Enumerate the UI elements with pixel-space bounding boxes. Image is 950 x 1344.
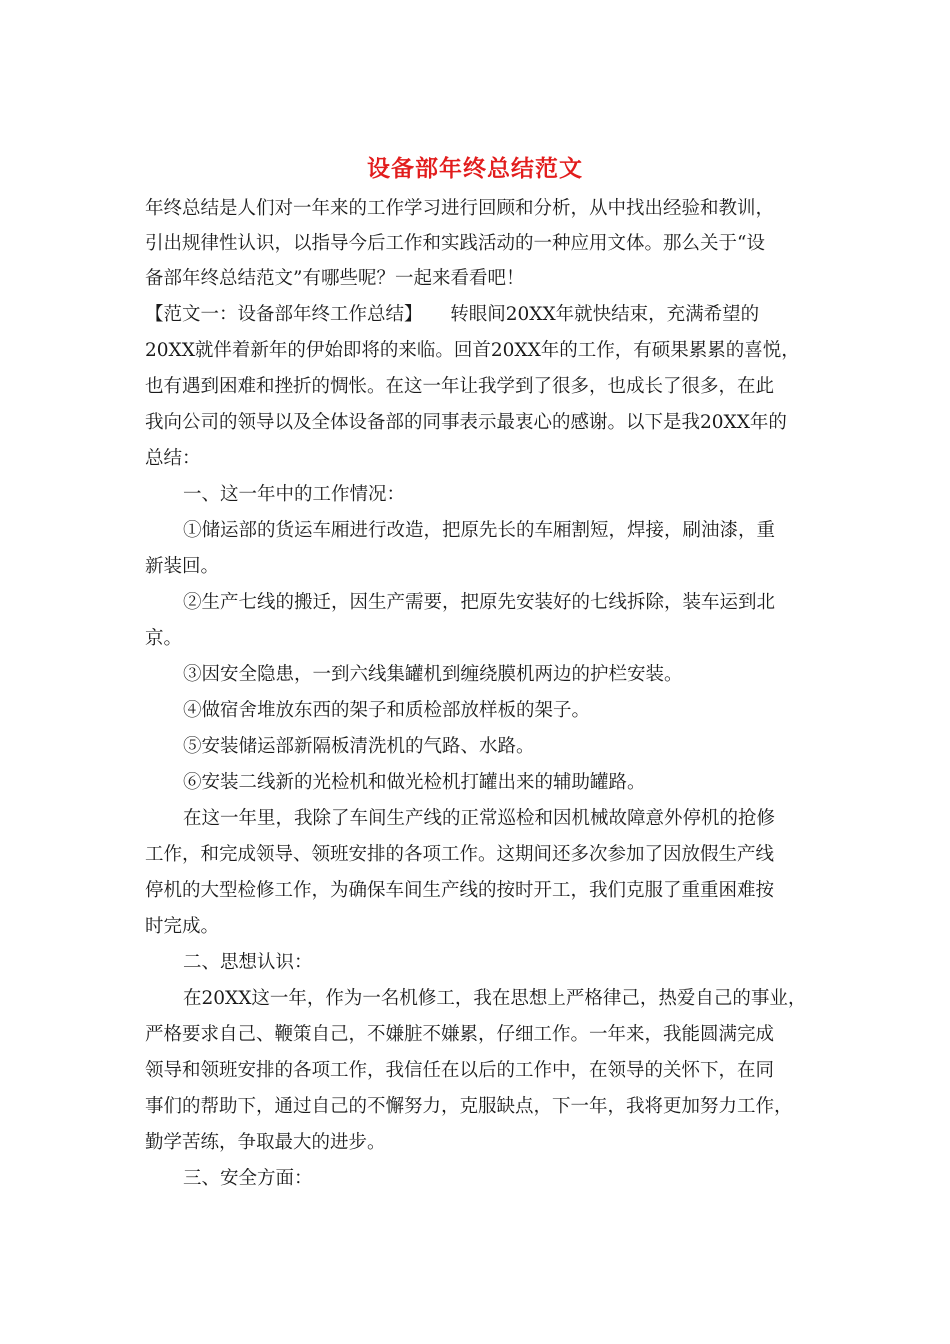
paragraph-line: 20XX就伴着新年的伊始即将的来临。回首20XX年的工作，有硕果累累的喜悦， <box>145 340 800 361</box>
list-item: ⑥安装二线新的光检机和做光检机打罐出来的辅助罐路。 <box>183 772 646 793</box>
paragraph-line: 我向公司的领导以及全体设备部的同事表示最衷心的感谢。以下是我20XX年的 <box>145 412 787 433</box>
paragraph-line: 勤学苦练，争取最大的进步。 <box>145 1132 386 1153</box>
list-item: ⑤安装储运部新隔板清洗机的气路、水路。 <box>183 736 535 757</box>
section-heading: 一、这一年中的工作情况： <box>183 484 406 505</box>
list-item: ④做宿舍堆放东西的架子和质检部放样板的架子。 <box>183 700 591 721</box>
list-item: ②生产七线的搬迁，因生产需要，把原先安装好的七线拆除，装车运到北 <box>183 592 776 613</box>
paragraph-line: 领导和领班安排的各项工作，我信任在以后的工作中，在领导的关怀下，在同 <box>145 1060 775 1081</box>
paragraph-line: 事们的帮助下，通过自己的不懈努力，克服缺点，下一年，我将更加努力工作， <box>145 1096 793 1117</box>
section-heading: 二、思想认识： <box>183 952 313 973</box>
section-heading: 三、安全方面： <box>183 1168 313 1189</box>
paragraph-line: 在20XX这一年，作为一名机修工，我在思想上严格律己，热爱自己的事业， <box>183 988 807 1009</box>
list-item: ①储运部的货运车厢进行改造，把原先长的车厢割短，焊接，刷油漆，重 <box>183 520 776 541</box>
paragraph-line: 也有遇到困难和挫折的惆怅。在这一年让我学到了很多，也成长了很多，在此 <box>145 376 775 397</box>
paragraph-line: 新装回。 <box>145 556 220 577</box>
paragraph-line: 时完成。 <box>145 916 220 937</box>
paragraph-line: 严格要求自己、鞭策自己，不嫌脏不嫌累，仔细工作。一年来，我能圆满完成 <box>145 1024 775 1045</box>
paragraph-line: 引出规律性认识，以指导今后工作和实践活动的一种应用文体。那么关于“设 <box>145 233 765 254</box>
paragraph-line: 【范文一：设备部年终工作总结】 转眼间20XX年就快结束，充满希望的 <box>145 304 760 325</box>
list-item: ③因安全隐患，一到六线集罐机到缠绕膜机两边的护栏安装。 <box>183 664 683 685</box>
document-title: 设备部年终总结范文 <box>367 155 583 182</box>
paragraph-line: 备部年终总结范文”有哪些呢？一起来看看吧！ <box>145 268 525 289</box>
paragraph-line: 在这一年里，我除了车间生产线的正常巡检和因机械故障意外停机的抢修 <box>183 808 776 829</box>
paragraph-line: 工作，和完成领导、领班安排的各项工作。这期间还多次参加了因放假生产线 <box>145 844 775 865</box>
paragraph-line: 停机的大型检修工作，为确保车间生产线的按时开工，我们克服了重重困难按 <box>145 880 775 901</box>
paragraph-line: 年终总结是人们对一年来的工作学习进行回顾和分析，从中找出经验和教训， <box>145 198 775 219</box>
paragraph-line: 京。 <box>145 628 183 649</box>
paragraph-line: 总结： <box>145 448 201 469</box>
